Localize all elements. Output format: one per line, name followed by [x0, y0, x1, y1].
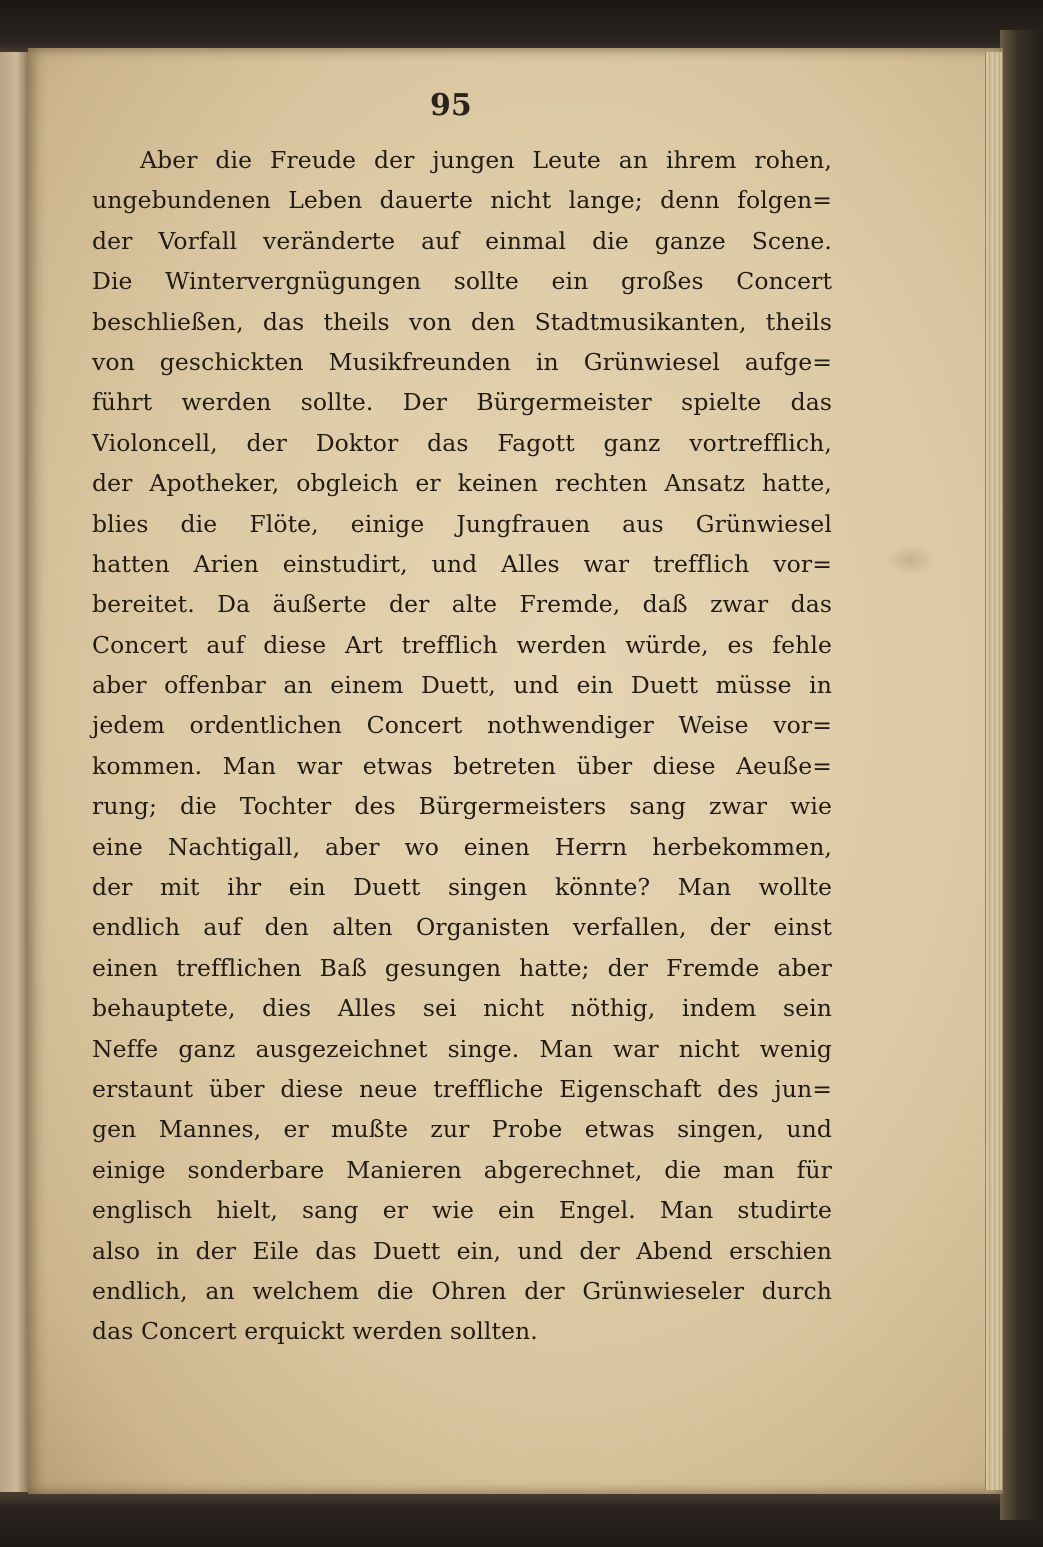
left-page-edge: [0, 52, 30, 1492]
text-line: der Vorfall veränderte auf einmal die ganze Scene.: [92, 226, 832, 255]
text-line: jedem ordentlichen Concert nothwendiger Weise vor=: [92, 711, 832, 740]
text-line: englisch hielt, sang er wie ein Engel. Man studirte: [92, 1196, 832, 1225]
text-line: Violoncell, der Doktor das Fagott ganz vortrefflich,: [92, 428, 832, 457]
text-line: erstaunt über diese neue treffliche Eigenschaft des jun=: [92, 1074, 832, 1103]
text-line: Die Wintervergnügungen sollte ein großes Concert: [92, 267, 832, 296]
text-line: Concert auf diese Art trefflich werden würde, es fehle: [92, 630, 832, 659]
text-line: Neffe ganz ausgezeichnet singe. Man war nicht wenig: [92, 1034, 832, 1063]
text-line: der mit ihr ein Duett singen könnte? Man wollte: [92, 873, 832, 902]
text-line: beschließen, das theils von den Stadtmusikanten, theils: [92, 307, 832, 336]
text-line: blies die Flöte, einige Jungfrauen aus Grünwiesel: [92, 509, 832, 538]
text-line: einen trefflichen Baß gesungen hatte; der Fremde aber: [92, 953, 832, 982]
text-line: endlich auf den alten Organisten verfallen, der einst: [92, 913, 832, 942]
text-line: kommen. Man war etwas betreten über diese Aeuße=: [92, 751, 832, 780]
text-line: endlich, an welchem die Ohren der Grünwieseler durch: [92, 1276, 832, 1305]
page-stack-edges: [985, 52, 1002, 1490]
text-line: einige sonderbare Manieren abgerechnet, die man für: [92, 1155, 832, 1184]
text-line: rung; die Tochter des Bürgermeisters sang zwar wie: [92, 792, 832, 821]
body-text: [92, 140, 832, 1352]
text-line: führt werden sollte. Der Bürgermeister spielte das: [92, 388, 832, 417]
paper-stain: [885, 545, 935, 575]
text-line: das Concert erquickt werden sollten.: [92, 1317, 538, 1346]
text-line: hatten Arien einstudirt, und Alles war trefflich vor=: [92, 549, 832, 578]
text-line: bereitet. Da äußerte der alte Fremde, daß zwar das: [92, 590, 832, 619]
text-line: der Apotheker, obgleich er keinen rechten Ansatz hatte,: [92, 469, 832, 498]
text-line: Aber die Freude der jungen Leute an ihrem rohen,: [140, 146, 832, 174]
text-line: gen Mannes, er mußte zur Probe etwas singen, und: [92, 1115, 832, 1144]
text-line: also in der Eile das Duett ein, und der Abend erschien: [92, 1236, 832, 1265]
book-cover-top-edge: [0, 0, 1043, 54]
text-line: von geschickten Musikfreunden in Grünwiesel aufge=: [92, 347, 832, 376]
page-number: 95: [430, 88, 472, 123]
text-line: aber offenbar an einem Duett, und ein Duett müsse in: [92, 671, 832, 700]
text-line: eine Nachtigall, aber wo einen Herrn herbekommen,: [92, 832, 832, 861]
book-cover-bottom-edge: [0, 1492, 1043, 1547]
text-line: behauptete, dies Alles sei nicht nöthig, indem sein: [92, 994, 832, 1023]
text-line: ungebundenen Leben dauerte nicht lange; denn folgen=: [92, 186, 832, 215]
book-cover-right-edge: [1000, 30, 1043, 1520]
